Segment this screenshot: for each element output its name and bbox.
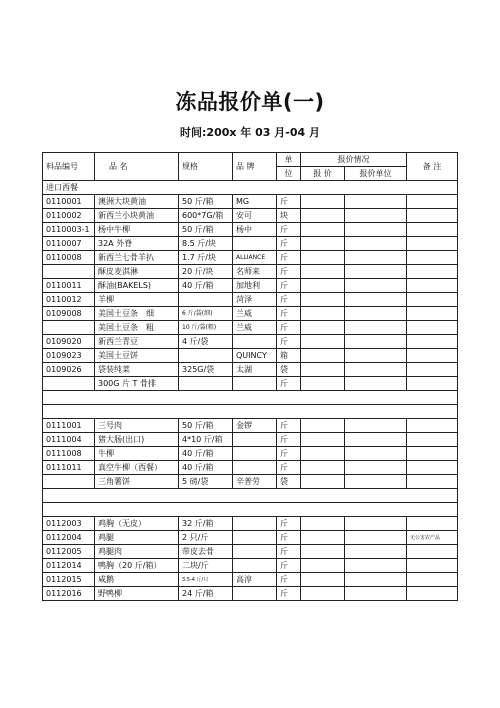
item-spec: 50 斤/箱	[179, 223, 233, 237]
item-spec	[179, 293, 233, 307]
price-period: 时间:200x 年 03 月-04 月	[180, 126, 320, 139]
header-price-group: 报价情况	[301, 153, 407, 167]
price-unit-cell	[345, 251, 407, 265]
price-cell	[301, 293, 345, 307]
table-row	[43, 223, 458, 237]
item-spec: 50 斤/箱	[179, 195, 233, 209]
item-unit: 斤	[277, 559, 301, 573]
item-unit: 斤	[277, 573, 301, 587]
item-unit: 斤	[277, 265, 301, 279]
price-cell	[301, 531, 345, 545]
remark-cell	[407, 209, 458, 223]
price-cell	[301, 195, 345, 209]
item-name: 新西兰青豆	[95, 335, 179, 349]
item-spec: 带皮去骨	[179, 545, 233, 559]
item-brand: 太湖	[233, 363, 277, 377]
item-unit: 斤	[277, 531, 301, 545]
price-unit-cell	[345, 475, 407, 489]
table-row	[43, 363, 458, 377]
item-unit: 斤	[277, 223, 301, 237]
table-row	[43, 251, 458, 265]
item-brand	[233, 517, 277, 531]
spacer-cell	[43, 391, 458, 405]
remark-cell	[407, 307, 458, 321]
item-spec: 6 斤/袋(细)	[179, 307, 233, 321]
item-spec: 50 斤/箱	[179, 419, 233, 433]
table-row	[43, 307, 458, 321]
item-code: 0109008	[43, 307, 95, 321]
price-table	[42, 152, 458, 601]
item-unit: 块	[277, 209, 301, 223]
item-code	[43, 321, 95, 335]
item-spec: 1.7 斤/块	[179, 251, 233, 265]
item-spec: 24 斤/箱	[179, 587, 233, 601]
item-brand	[233, 461, 277, 475]
header-remark: 备 注	[407, 153, 458, 181]
header-price-unit: 报价单位	[345, 167, 407, 181]
header-brand: 品 牌	[233, 153, 277, 181]
remark-cell	[407, 559, 458, 573]
item-unit: 斤	[277, 307, 301, 321]
remark-cell: 无公害农产品	[407, 531, 458, 545]
header-price: 报 价	[301, 167, 345, 181]
item-spec	[179, 349, 233, 363]
item-brand	[233, 559, 277, 573]
item-brand: QUINCY	[233, 349, 277, 363]
item-unit: 斤	[277, 321, 301, 335]
item-name: 澳洲大块黄油	[95, 195, 179, 209]
item-spec: 20 斤/块	[179, 265, 233, 279]
item-brand: 加地利	[233, 279, 277, 293]
item-name: 猪大肠(出口)	[95, 433, 179, 447]
item-unit: 斤	[277, 237, 301, 251]
item-spec: 8.5 斤/块	[179, 237, 233, 251]
header-name: 品 名	[95, 153, 179, 181]
price-cell	[301, 447, 345, 461]
price-unit-cell	[345, 349, 407, 363]
table-row	[43, 419, 458, 433]
remark-cell	[407, 377, 458, 391]
price-cell	[301, 433, 345, 447]
remark-cell	[407, 335, 458, 349]
spacer-row	[43, 489, 458, 503]
item-name: 美国土豆条 粗	[95, 321, 179, 335]
price-unit-cell	[345, 209, 407, 223]
item-brand	[233, 447, 277, 461]
item-code: 0112015	[43, 573, 95, 587]
item-name: 新西兰七骨羊扒	[95, 251, 179, 265]
item-spec: 600*7G/箱	[179, 209, 233, 223]
price-unit-cell	[345, 223, 407, 237]
spacer-row	[43, 503, 458, 517]
item-code: 0110008	[43, 251, 95, 265]
item-code: 0110001	[43, 195, 95, 209]
item-spec: 40 斤/箱	[179, 279, 233, 293]
item-brand	[233, 237, 277, 251]
item-spec: 4*10 斤/箱	[179, 433, 233, 447]
table-row	[43, 237, 458, 251]
price-cell	[301, 349, 345, 363]
item-name: 杨中牛柳	[95, 223, 179, 237]
item-name: 酥皮麦淇淋	[95, 265, 179, 279]
item-code: 0111008	[43, 447, 95, 461]
document-title: 冻品报价单(一)	[175, 90, 325, 114]
price-unit-cell	[345, 363, 407, 377]
price-unit-cell	[345, 447, 407, 461]
item-code: 0112014	[43, 559, 95, 573]
item-name: 美国土豆饼	[95, 349, 179, 363]
item-name: 牛柳	[95, 447, 179, 461]
price-unit-cell	[345, 419, 407, 433]
table-row	[43, 349, 458, 363]
item-name: 鸡腿肉	[95, 545, 179, 559]
item-unit: 斤	[277, 335, 301, 349]
item-unit: 斤	[277, 279, 301, 293]
remark-cell	[407, 475, 458, 489]
table-row	[43, 545, 458, 559]
item-brand: 杨中	[233, 223, 277, 237]
item-name: 鸡胸（无皮）	[95, 517, 179, 531]
table-row	[43, 559, 458, 573]
item-spec: 4 斤/袋	[179, 335, 233, 349]
table-row	[43, 517, 458, 531]
item-brand: ALLIANCE	[233, 251, 277, 265]
price-unit-cell	[345, 433, 407, 447]
item-name: 鸡腿	[95, 531, 179, 545]
remark-cell	[407, 265, 458, 279]
item-spec	[179, 377, 233, 391]
item-code: 0110002	[43, 209, 95, 223]
price-unit-cell	[345, 461, 407, 475]
table-row	[43, 433, 458, 447]
item-name: 鸭胸（20 斤/箱）	[95, 559, 179, 573]
item-spec: 40 斤/箱	[179, 447, 233, 461]
price-unit-cell	[345, 321, 407, 335]
item-unit: 斤	[277, 517, 301, 531]
remark-cell	[407, 321, 458, 335]
item-code: 0111004	[43, 433, 95, 447]
header-code: 料品编号	[43, 153, 95, 181]
table-row	[43, 195, 458, 209]
price-cell	[301, 517, 345, 531]
item-name: 羊柳	[95, 293, 179, 307]
table-row	[43, 279, 458, 293]
price-cell	[301, 237, 345, 251]
item-brand: 兰威	[233, 321, 277, 335]
remark-cell	[407, 237, 458, 251]
item-brand	[233, 531, 277, 545]
price-cell	[301, 475, 345, 489]
item-unit: 斤	[277, 447, 301, 461]
item-code	[43, 265, 95, 279]
remark-cell	[407, 517, 458, 531]
price-cell	[301, 265, 345, 279]
price-cell	[301, 363, 345, 377]
item-name: 32A 外脊	[95, 237, 179, 251]
item-code: 0110003-1	[43, 223, 95, 237]
item-brand	[233, 587, 277, 601]
table-row	[43, 293, 458, 307]
item-unit: 斤	[277, 195, 301, 209]
remark-cell	[407, 573, 458, 587]
price-cell	[301, 559, 345, 573]
section-row	[43, 181, 458, 195]
item-brand: 名师来	[233, 265, 277, 279]
table-row	[43, 447, 458, 461]
item-code	[43, 475, 95, 489]
price-cell	[301, 307, 345, 321]
spacer-row	[43, 405, 458, 419]
header-row	[43, 153, 458, 167]
item-unit: 斤	[277, 251, 301, 265]
table-row	[43, 265, 458, 279]
item-brand: MG	[233, 195, 277, 209]
price-unit-cell	[345, 573, 407, 587]
item-spec: 10 斤/袋(粗)	[179, 321, 233, 335]
table-row	[43, 531, 458, 545]
price-cell	[301, 321, 345, 335]
item-unit: 斤	[277, 461, 301, 475]
remark-cell	[407, 223, 458, 237]
table-row	[43, 475, 458, 489]
item-name: 三号肉	[95, 419, 179, 433]
price-cell	[301, 223, 345, 237]
item-code: 0110007	[43, 237, 95, 251]
table-row	[43, 573, 458, 587]
price-cell	[301, 209, 345, 223]
remark-cell	[407, 447, 458, 461]
remark-cell	[407, 195, 458, 209]
price-cell	[301, 279, 345, 293]
item-spec: 2 只/斤	[179, 531, 233, 545]
table-row	[43, 587, 458, 601]
remark-cell	[407, 251, 458, 265]
header-unit-bottom: 位	[277, 167, 301, 181]
item-brand: 辛普劳	[233, 475, 277, 489]
item-name: 袋装纯菜	[95, 363, 179, 377]
remark-cell	[407, 433, 458, 447]
item-name: 新西兰小块黄油	[95, 209, 179, 223]
header-spec: 规格	[179, 153, 233, 181]
item-unit: 斤	[277, 545, 301, 559]
remark-cell	[407, 587, 458, 601]
item-name: 真空牛柳（西餐）	[95, 461, 179, 475]
price-unit-cell	[345, 237, 407, 251]
item-code: 0109023	[43, 349, 95, 363]
section-title: 进口西餐	[43, 181, 458, 195]
spacer-cell	[43, 503, 458, 517]
price-unit-cell	[345, 335, 407, 349]
item-code: 0111001	[43, 419, 95, 433]
price-unit-cell	[345, 559, 407, 573]
price-unit-cell	[345, 377, 407, 391]
spacer-cell	[43, 405, 458, 419]
item-unit: 斤	[277, 419, 301, 433]
item-brand	[233, 545, 277, 559]
item-spec: 32 斤/箱	[179, 517, 233, 531]
item-spec: 3.5-4 斤/只	[179, 573, 233, 587]
table-row	[43, 321, 458, 335]
price-unit-cell	[345, 279, 407, 293]
item-code: 0111011	[43, 461, 95, 475]
table-row	[43, 461, 458, 475]
price-unit-cell	[345, 545, 407, 559]
item-spec: 二块/斤	[179, 559, 233, 573]
remark-cell	[407, 293, 458, 307]
item-brand	[233, 377, 277, 391]
remark-cell	[407, 349, 458, 363]
price-unit-cell	[345, 517, 407, 531]
item-code: 0112003	[43, 517, 95, 531]
item-code	[43, 377, 95, 391]
item-name: 300G 片 T 骨排	[95, 377, 179, 391]
item-unit: 斤	[277, 293, 301, 307]
item-brand	[233, 433, 277, 447]
price-cell	[301, 377, 345, 391]
item-brand: 菏泽	[233, 293, 277, 307]
item-code: 0109020	[43, 335, 95, 349]
table-row	[43, 335, 458, 349]
item-code: 0112005	[43, 545, 95, 559]
item-unit: 斤	[277, 587, 301, 601]
item-brand: 金锣	[233, 419, 277, 433]
item-brand	[233, 335, 277, 349]
item-code: 0109026	[43, 363, 95, 377]
price-unit-cell	[345, 293, 407, 307]
item-brand: 兰威	[233, 307, 277, 321]
price-cell	[301, 251, 345, 265]
item-code: 0110012	[43, 293, 95, 307]
price-unit-cell	[345, 531, 407, 545]
price-unit-cell	[345, 307, 407, 321]
spacer-cell	[43, 489, 458, 503]
spacer-row	[43, 391, 458, 405]
item-name: 酥油(BAKELS)	[95, 279, 179, 293]
price-cell	[301, 419, 345, 433]
item-spec: 5 磅/袋	[179, 475, 233, 489]
price-cell	[301, 587, 345, 601]
remark-cell	[407, 363, 458, 377]
remark-cell	[407, 545, 458, 559]
price-unit-cell	[345, 265, 407, 279]
price-unit-cell	[345, 587, 407, 601]
item-unit: 袋	[277, 475, 301, 489]
remark-cell	[407, 419, 458, 433]
price-cell	[301, 573, 345, 587]
item-code: 0112004	[43, 531, 95, 545]
item-code: 0110011	[43, 279, 95, 293]
item-brand: 高淳	[233, 573, 277, 587]
remark-cell	[407, 461, 458, 475]
item-brand: 安可	[233, 209, 277, 223]
price-unit-cell	[345, 195, 407, 209]
price-cell	[301, 545, 345, 559]
price-cell	[301, 335, 345, 349]
table-row	[43, 209, 458, 223]
item-name: 咸鹅	[95, 573, 179, 587]
item-spec: 40 斤/箱	[179, 461, 233, 475]
remark-cell	[407, 279, 458, 293]
item-name: 美国土豆条 细	[95, 307, 179, 321]
item-unit: 斤	[277, 377, 301, 391]
table-row	[43, 377, 458, 391]
header-unit-top: 单	[277, 153, 301, 167]
item-name: 野鸭柳	[95, 587, 179, 601]
item-unit: 斤	[277, 433, 301, 447]
item-unit: 箱	[277, 349, 301, 363]
item-code: 0112016	[43, 587, 95, 601]
price-table-body	[43, 153, 458, 601]
item-spec: 325G/袋	[179, 363, 233, 377]
item-name: 三角薯饼	[95, 475, 179, 489]
item-unit: 袋	[277, 363, 301, 377]
price-cell	[301, 461, 345, 475]
